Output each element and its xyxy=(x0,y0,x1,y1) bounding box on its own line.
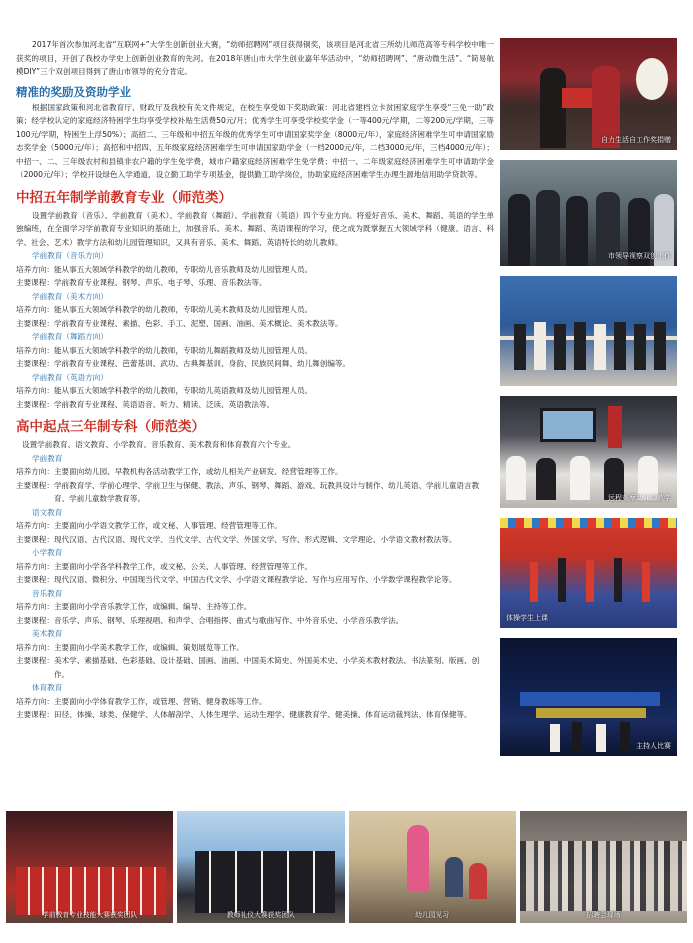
goal-text: 主要面向小学各学科教学工作，或文秘、公关、人事管理、经营管理等工作。 xyxy=(53,561,313,571)
major-goal-row xyxy=(16,560,494,574)
major-name: 美术教育 xyxy=(32,629,63,638)
photo-caption: 教师礼仪大赛获奖团队 xyxy=(226,911,295,919)
side-photo-column xyxy=(500,38,677,766)
major-name: 学前教育（美术方向） xyxy=(32,291,108,301)
major-course-row xyxy=(16,398,494,412)
major-course-row xyxy=(16,533,494,547)
major-goal-row xyxy=(16,384,494,398)
major-course-row xyxy=(16,479,494,506)
goal-label: 培养方向： xyxy=(16,467,54,476)
goal-text: 主要面向小学语文教学工作，或文秘、人事管理、经营管理等工作。 xyxy=(53,521,282,530)
major-course-row xyxy=(16,573,494,587)
major-course-row xyxy=(16,614,494,628)
goal-label: 培养方向： xyxy=(16,305,54,314)
major-goal-row xyxy=(16,344,494,358)
goal-text: 主要面向小学音乐教学工作，或编辑、编导、主持等工作。 xyxy=(53,602,252,611)
major-course-row xyxy=(16,357,494,371)
major-goal-row xyxy=(16,263,494,277)
course-label: 主要课程： xyxy=(16,480,54,490)
etiquette-contest-team-photo xyxy=(177,811,344,923)
course-label: 主要课程： xyxy=(16,359,54,368)
gymnastics-class-photo xyxy=(500,518,677,628)
course-text: 学前教育专业课程、素描、色彩、手工、泥塑、国画、油画、美术概论、美术教法等。 xyxy=(53,318,343,328)
photo-caption: 招聘会现场 xyxy=(586,911,621,919)
five-year-title: 中招五年制学前教育专业（师范类） xyxy=(16,189,232,206)
course-text: 田径、体操、球类、保健学、人体解剖学、人体生理学、运动生理学、健康教育学、健美操、体育运动裁判法、体育保健等。 xyxy=(53,710,472,719)
photo-caption: 体操学生上课 xyxy=(506,614,548,622)
goal-text: 能从事五大领域学科教学的幼儿教师，专职幼儿英语教师及幼儿园管理人员。 xyxy=(53,386,313,395)
course-label: 主要课程： xyxy=(16,656,54,665)
photo-caption: 学前教育专业技能大赛获奖团队 xyxy=(42,911,138,919)
goal-label: 培养方向： xyxy=(16,521,54,530)
goal-text: 能从事五大领域学科教学的幼儿教师，专职幼儿音乐教师及幼儿园管理人员。 xyxy=(53,264,313,274)
goal-label: 培养方向： xyxy=(16,561,54,571)
course-text: 现代汉语、微积分、中国现当代文学、中国古代文学、小学语文课程教学论、写作与应用写作、小学数学课程教学论等。 xyxy=(53,575,457,584)
remote-teaching-photo xyxy=(500,396,677,508)
course-label: 主要课程： xyxy=(16,575,54,584)
three-year-desc: 设置学前教育、语文教育、小学教育、音乐教育、美术教育和体育教育六个专业。 xyxy=(22,440,296,449)
main-column xyxy=(16,38,494,722)
bottom-photo-strip xyxy=(0,811,693,923)
photo-caption: 市领导视察双创工作 xyxy=(608,252,671,260)
course-label: 主要课程： xyxy=(16,399,54,409)
leaders-visit-photo xyxy=(500,160,677,266)
photo-caption: 主持人比赛 xyxy=(636,742,671,750)
major-goal-row xyxy=(16,600,494,614)
course-label: 主要课程： xyxy=(16,278,54,287)
major-goal-row xyxy=(16,519,494,533)
goal-label: 培养方向： xyxy=(16,602,54,611)
course-label: 主要课程： xyxy=(16,615,54,625)
skills-contest-team-photo xyxy=(6,811,173,923)
major-name: 体育教育 xyxy=(32,683,63,692)
photo-caption: 幼儿园见习 xyxy=(415,911,450,919)
major-course-row xyxy=(16,654,494,681)
major-name: 学前教育（舞蹈方向） xyxy=(32,332,108,341)
goal-label: 培养方向： xyxy=(16,264,54,274)
goal-label: 培养方向： xyxy=(16,345,54,355)
host-contest-photo xyxy=(500,638,677,756)
major-name: 学前教育（英语方向） xyxy=(32,372,108,382)
major-name: 音乐教育 xyxy=(32,588,63,598)
major-goal-row xyxy=(16,465,494,479)
innovation-stage-photo xyxy=(500,276,677,386)
major-course-row xyxy=(16,276,494,290)
course-text: 学前教育专业课程、钢琴、声乐、电子琴、乐理、音乐教法等。 xyxy=(53,278,267,287)
course-text: 现代汉语、古代汉语、现代文学、当代文学、古代文学、外国文学、写作、形式逻辑、文学理论、小学语文教材教法等。 xyxy=(53,534,457,544)
major-course-row xyxy=(16,708,494,722)
photo-caption: 远程观摩幼儿园教学 xyxy=(608,494,671,502)
course-text: 学前教育专业课程、英语语音、听力、精读、泛读、英语教法等。 xyxy=(53,399,275,409)
course-text: 学前教育专业课程、芭蕾基训、武功、古典舞基训、身韵、民族民间舞、幼儿舞创编等。 xyxy=(53,359,351,368)
aid-title: 精准的奖励及资助学业 xyxy=(16,84,131,99)
course-text: 音乐学、声乐、钢琴、乐理视唱、和声学、合唱指挥、曲式与歌曲写作、中外音乐史、小学音乐教学法。 xyxy=(53,615,404,625)
five-year-desc: 设置学前教育（音乐）、学前教育（美术）、学前教育（舞蹈）、学前教育（英语）四个专业方向。将爱好音乐、美术、舞蹈、英语的学生单独编班，在全面学习学前教育专业知识的基础上，加强音乐、美术、舞蹈、英语课程的学习，使之成为既掌握五大领域学科（健康、语言、科学、社会、艺术）教学方法和幼儿园管理知识，又具有音乐、美术、舞蹈、英语特长的幼儿教师。 xyxy=(16,210,494,247)
three-year-majors xyxy=(16,452,494,722)
goal-text: 能从事五大领域学科教学的幼儿教师，专职幼儿美术教师及幼儿园管理人员。 xyxy=(53,305,313,314)
three-year-title: 高中起点三年制专科（师范类） xyxy=(16,419,205,435)
course-label: 主要课程： xyxy=(16,534,54,544)
major-name: 语文教育 xyxy=(32,507,63,517)
goal-text: 主要面向小学美术教学工作，或编辑、策划展览等工作。 xyxy=(53,642,244,652)
course-text: 美术学、素描基础、色彩基础、设计基础、国画、油画、中国美术简史、外国美术史、小学美术教材教法、书法篆刻、版画、创作。 xyxy=(53,656,480,679)
photo-caption: 自力生活自工作奖捐赠 xyxy=(601,136,671,144)
major-goal-row xyxy=(16,303,494,317)
course-label: 主要课程： xyxy=(16,710,54,719)
goal-text: 主要面向幼儿园、早教机构各活动教学工作，或幼儿相关产业研发、经营管理等工作。 xyxy=(53,467,343,476)
major-goal-row xyxy=(16,695,494,709)
major-name: 学前教育 xyxy=(32,453,63,463)
major-goal-row xyxy=(16,641,494,655)
goal-text: 主要面向小学体育教学工作，或管理、营销、健身教练等工作。 xyxy=(53,696,267,706)
goal-label: 培养方向： xyxy=(16,696,54,706)
course-text: 学前教育学、学前心理学、学前卫生与保健、教法、声乐、钢琴、舞蹈、游戏、玩教具设计与制作、幼儿英语、学前儿童语言教育、学前儿童数学教育等。 xyxy=(53,480,480,503)
goal-label: 培养方向： xyxy=(16,642,54,652)
job-fair-photo xyxy=(520,811,687,923)
kindergarten-internship-photo xyxy=(349,811,516,923)
goal-text: 能从事五大领域学科教学的幼儿教师，专职幼儿舞蹈教师及幼儿园管理人员。 xyxy=(53,345,313,355)
award-photo xyxy=(500,38,677,150)
major-name: 学前教育（音乐方向） xyxy=(32,251,108,260)
goal-label: 培养方向： xyxy=(16,386,54,395)
aid-body: 根据国家政策和河北省教育厅、财政厅及我校有关文件规定，在校生享受如下奖助政策：河北省建档立卡贫困家庭学生享受“三免一助”政策；经学校认定的家庭经济特困学生均享受学校补贴生活费50元/月；优秀学生可享受学校奖学金（一等400元/学期，二等200元/学期，三等100元/学期，特困生上浮50%）；高招二、三年级和中招五年级的优秀学生可申请国家奖学金（8000元/年），家庭经济困难学生可申请国家励志奖学金（5000元/年）；高招和中招四、五年级家庭经济困难学生可申请国家助学金（一档2000元/年，二档3000元/年，三档4000元/年）；中招一、二、三年级农村和县镇非农户籍的学生免学费，城市户籍家庭经济困难学生免学费；中招一、二年级家庭经济困难学生可申请助学金（2000元/年）；学校开设绿色入学通道，设立勤工助学专项基金，提供勤工助学岗位，协助家庭经济困难学生办理生源地信用助学贷款等。 xyxy=(16,102,494,179)
intro-paragraph: 2017年首次参加河北省“互联网+”大学生创新创业大赛，“幼师招聘网”项目获得铜奖，该项目是河北省三所幼儿师范高等专科学校中唯一获奖的项目，开创了我校办学史上创新创业教育的先河。在2018年唐山市大学生创业嘉年华活动中，“幼师招聘网”、“唐动微生活”、“简易航模DIY”三个双创项目得到了唐山市领导的充分肯定。 xyxy=(16,40,494,76)
major-course-row xyxy=(16,317,494,331)
five-year-majors xyxy=(16,249,494,411)
course-label: 主要课程： xyxy=(16,318,54,328)
major-name: 小学教育 xyxy=(32,548,63,557)
